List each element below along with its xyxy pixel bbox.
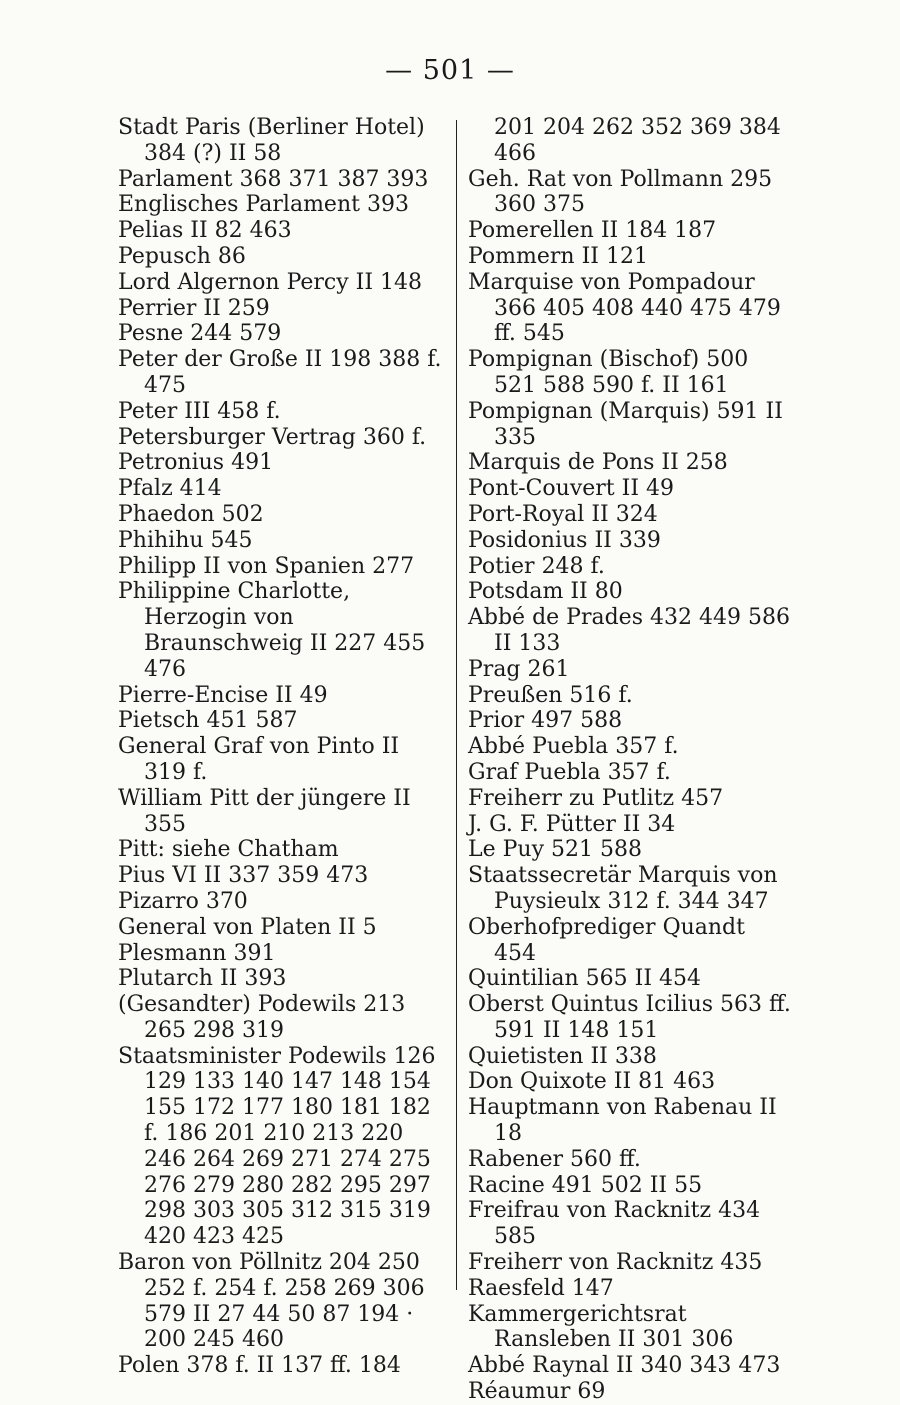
index-entry: Geh. Rat von Pollmann 295 360 375 [468, 166, 773, 218]
index-entry: Freiherr zu Putlitz 457 [468, 785, 724, 811]
index-entry: Le Puy 521 588 [468, 837, 642, 863]
index-entry: Pomerellen II 184 187 [468, 218, 717, 244]
index-entry: Freiherr von Racknitz 435 [468, 1250, 763, 1276]
column-divider [456, 120, 457, 1290]
index-entry: Prior 497 588 [468, 708, 623, 734]
index-entry: Posidonius II 339 [468, 527, 661, 553]
index-entry: Baron von Pöllnitz 204 250 252 f. 254 f. 258 269 306 579 II 27 44 50 87 194 · 200 245 460 [118, 1250, 425, 1353]
index-entry: Preußen 516 f. [468, 682, 633, 708]
index-entry: Potier 248 f. [468, 553, 605, 579]
index-entry: Plesmann 391 [118, 940, 276, 966]
index-entry: Hauptmann von Rabenau II 18 [468, 1095, 777, 1147]
index-entry: Pesne 244 579 [118, 321, 282, 347]
index-entry: Pont-Couvert II 49 [468, 476, 675, 502]
index-entry: Pfalz 414 [118, 476, 222, 502]
index-entry: Port-Royal II 324 [468, 501, 658, 527]
index-entry: (Gesandter) Podewils 213 265 298 319 [118, 992, 406, 1043]
index-entry: General Graf von Pinto II 319 f. [118, 734, 400, 785]
index-column-right [468, 115, 793, 1405]
index-entry-continuation: 201 204 262 352 369 384 466 [494, 115, 781, 166]
index-entry: Phihihu 545 [118, 527, 253, 553]
index-entry: Pelias II 82 463 [118, 218, 292, 244]
index-entry: Pierre-Encise II 49 [118, 682, 328, 708]
index-column-left [118, 115, 448, 1379]
index-entry: Staatssecretär Marquis von Puysieulx 312 f. 344 347 [468, 863, 778, 914]
index-entry: Pius VI II 337 359 473 [118, 863, 369, 889]
index-entry: Don Quixote II 81 463 [468, 1069, 716, 1095]
index-entry: Prag 261 [468, 656, 570, 682]
index-entry: Pizarro 370 [118, 888, 248, 914]
index-entry: Pommern II 121 [468, 243, 648, 269]
page-number: — 501 — [385, 55, 515, 86]
index-entry: Pietsch 451 587 [118, 708, 298, 734]
index-entry: Marquis de Pons II 258 [468, 450, 728, 476]
index-entry: Potsdam II 80 [468, 579, 623, 605]
index-entry: Petersburger Vertrag 360 f. [118, 424, 427, 450]
index-entry: Raesfeld 147 [468, 1275, 614, 1301]
index-entry: Petronius 491 [118, 450, 274, 476]
index-entry: Plutarch II 393 [118, 966, 287, 992]
index-entry: Philipp II von Spanien 277 [118, 553, 415, 579]
index-entry: Englisches Parlament 393 [118, 192, 409, 218]
index-entry: Pompignan (Marquis) 591 II 335 [468, 398, 783, 450]
index-entry: Freifrau von Racknitz 434 585 [468, 1198, 761, 1250]
index-entry: Racine 491 502 II 55 [468, 1172, 703, 1198]
index-entry: Philippine Charlotte, Herzogin von Braunschweig II 227 455 476 [118, 579, 426, 682]
index-entry: Oberst Quintus Icilius 563 ff. 591 II 148 151 [468, 992, 791, 1043]
index-entry: Oberhofprediger Quandt 454 [468, 914, 745, 966]
index-entry: Phaedon 502 [118, 501, 264, 527]
index-entry: William Pitt der jüngere II 355 [118, 785, 411, 837]
index-entry: Pepusch 86 [118, 243, 246, 269]
index-entry: Kammergerichtsrat Ransleben II 301 306 [468, 1301, 734, 1353]
index-entry: Abbé Raynal II 340 343 473 [468, 1353, 781, 1379]
index-entry: Abbé Puebla 357 f. [468, 734, 679, 760]
index-entry: Quietisten II 338 [468, 1043, 657, 1069]
index-entry: Lord Algernon Percy II 148 [118, 269, 423, 295]
index-entry: Marquise von Pompadour 366 405 408 440 475 479 ff. 545 [468, 269, 781, 347]
index-entry: J. G. F. Pütter II 34 [468, 811, 676, 837]
index-entry: Pitt: siehe Chatham [118, 837, 339, 863]
index-entry: General von Platen II 5 [118, 914, 377, 940]
index-entry: Graf Puebla 357 f. [468, 759, 671, 785]
index-entry: Peter III 458 f. [118, 398, 281, 424]
index-entry: Réaumur 69 [468, 1379, 606, 1405]
index-entry: Parlament 368 371 387 393 [118, 166, 429, 192]
index-entry: Stadt Paris (Berliner Hotel) 384 (?) II 58 [118, 115, 425, 166]
index-entry: Pompignan (Bischof) 500 521 588 590 f. II 161 [468, 347, 749, 398]
index-entry: Polen 378 f. II 137 ff. 184 [118, 1353, 401, 1379]
index-entry: Perrier II 259 [118, 295, 270, 321]
index-entry: Rabener 560 ff. [468, 1146, 641, 1172]
index-entry: Peter der Große II 198 388 f. 475 [118, 347, 442, 398]
index-entry: Abbé de Prades 432 449 586 II 133 [468, 605, 790, 656]
index-entry: Quintilian 565 II 454 [468, 966, 701, 992]
index-entry: Staatsminister Podewils 126 129 133 140 147 148 154 155 172 177 180 181 182 f. 186 201 210 213 220 246 264 269 271 274 275 276 279 280 282 295 297 298 303 305 312 315 319 420 423 425 [118, 1043, 436, 1250]
